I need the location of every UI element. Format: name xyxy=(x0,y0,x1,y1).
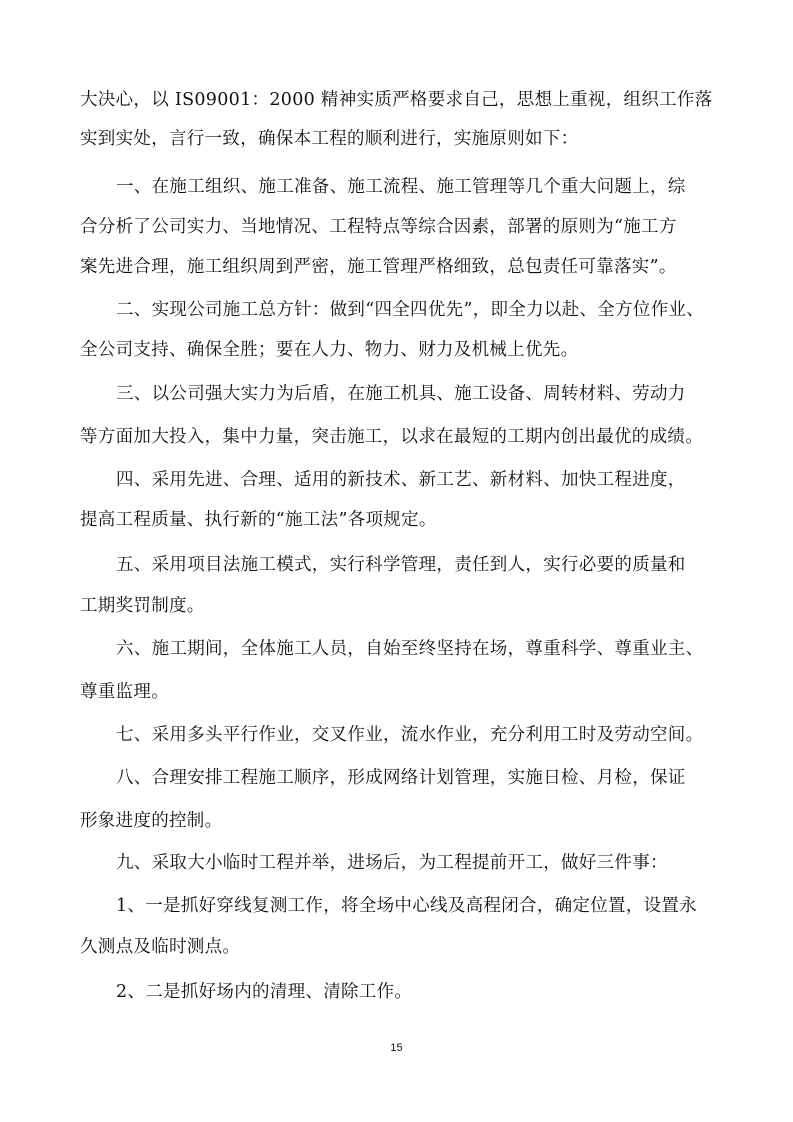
text-line: 七、采用多头平行作业，交叉作业，流水作业，充分利用工时及劳动空间。 xyxy=(116,725,704,745)
text-line: 等方面加大投入，集中力量，突击施工，以求在最短的工期内创出最优的成绩。 xyxy=(80,427,703,447)
text-line: 五、采用项目法施工模式，实行科学管理，责任到人，实行必要的质量和 xyxy=(116,555,686,575)
text-line: 八、合理安排工程施工顺序，形成网络计划管理，实施日检、月检，保证 xyxy=(116,768,686,788)
text-line: 四、采用先进、合理、适用的新技术、新工艺、新材料、加快工程进度， xyxy=(116,470,686,490)
text-line: 工期奖罚制度。 xyxy=(80,596,205,616)
text-line: 提高工程质量、执行新的“施工法”各项规定。 xyxy=(80,510,437,530)
text-line: 二、实现公司施工总方针：做到“四全四优先”，即全力以赴、全方位作业、 xyxy=(116,300,705,320)
text-line: 2、二是抓好场内的清理、清除工作。 xyxy=(116,982,413,1002)
text-line: 尊重监理。 xyxy=(80,682,169,702)
text-line: 实到实处，言行一致，确保本工程的顺利进行，实施原则如下： xyxy=(80,129,579,149)
text-line: 合分析了公司实力、当地情况、工程特点等综合因素，部署的原则为“施工方 xyxy=(80,217,677,237)
text-line: 全公司支持、确保全胜；要在人力、物力、财力及机械上优先。 xyxy=(80,340,579,360)
text-line: 案先进合理，施工组织周到严密，施工管理严格细致，总包责任可靠落实”。 xyxy=(80,257,677,277)
text-line: 六、施工期间，全体施工人员，自始至终坚持在场，尊重科学、尊重业主、 xyxy=(116,639,704,659)
text-line: 形象进度的控制。 xyxy=(80,811,223,831)
text-line: 三、以公司强大实力为后盾，在施工机具、施工设备、周转材料、劳动力 xyxy=(116,384,686,404)
page-number: 15 xyxy=(390,1042,403,1054)
text-line: 1、一是抓好穿线复测工作，将全场中心线及高程闭合，确定位置，设置永 xyxy=(116,896,698,916)
text-line: 一、在施工组织、施工准备、施工流程、施工管理等几个重大问题上，综 xyxy=(116,177,686,197)
text-line: 久测点及临时测点。 xyxy=(80,937,241,957)
text-line: 九、采取大小临时工程并举，进场后，为工程提前开工，做好三件事： xyxy=(116,853,668,873)
text-line: 大决心，以 IS09001：2000 精神实质严格要求自己，思想上重视，组织工作落 xyxy=(80,90,713,110)
